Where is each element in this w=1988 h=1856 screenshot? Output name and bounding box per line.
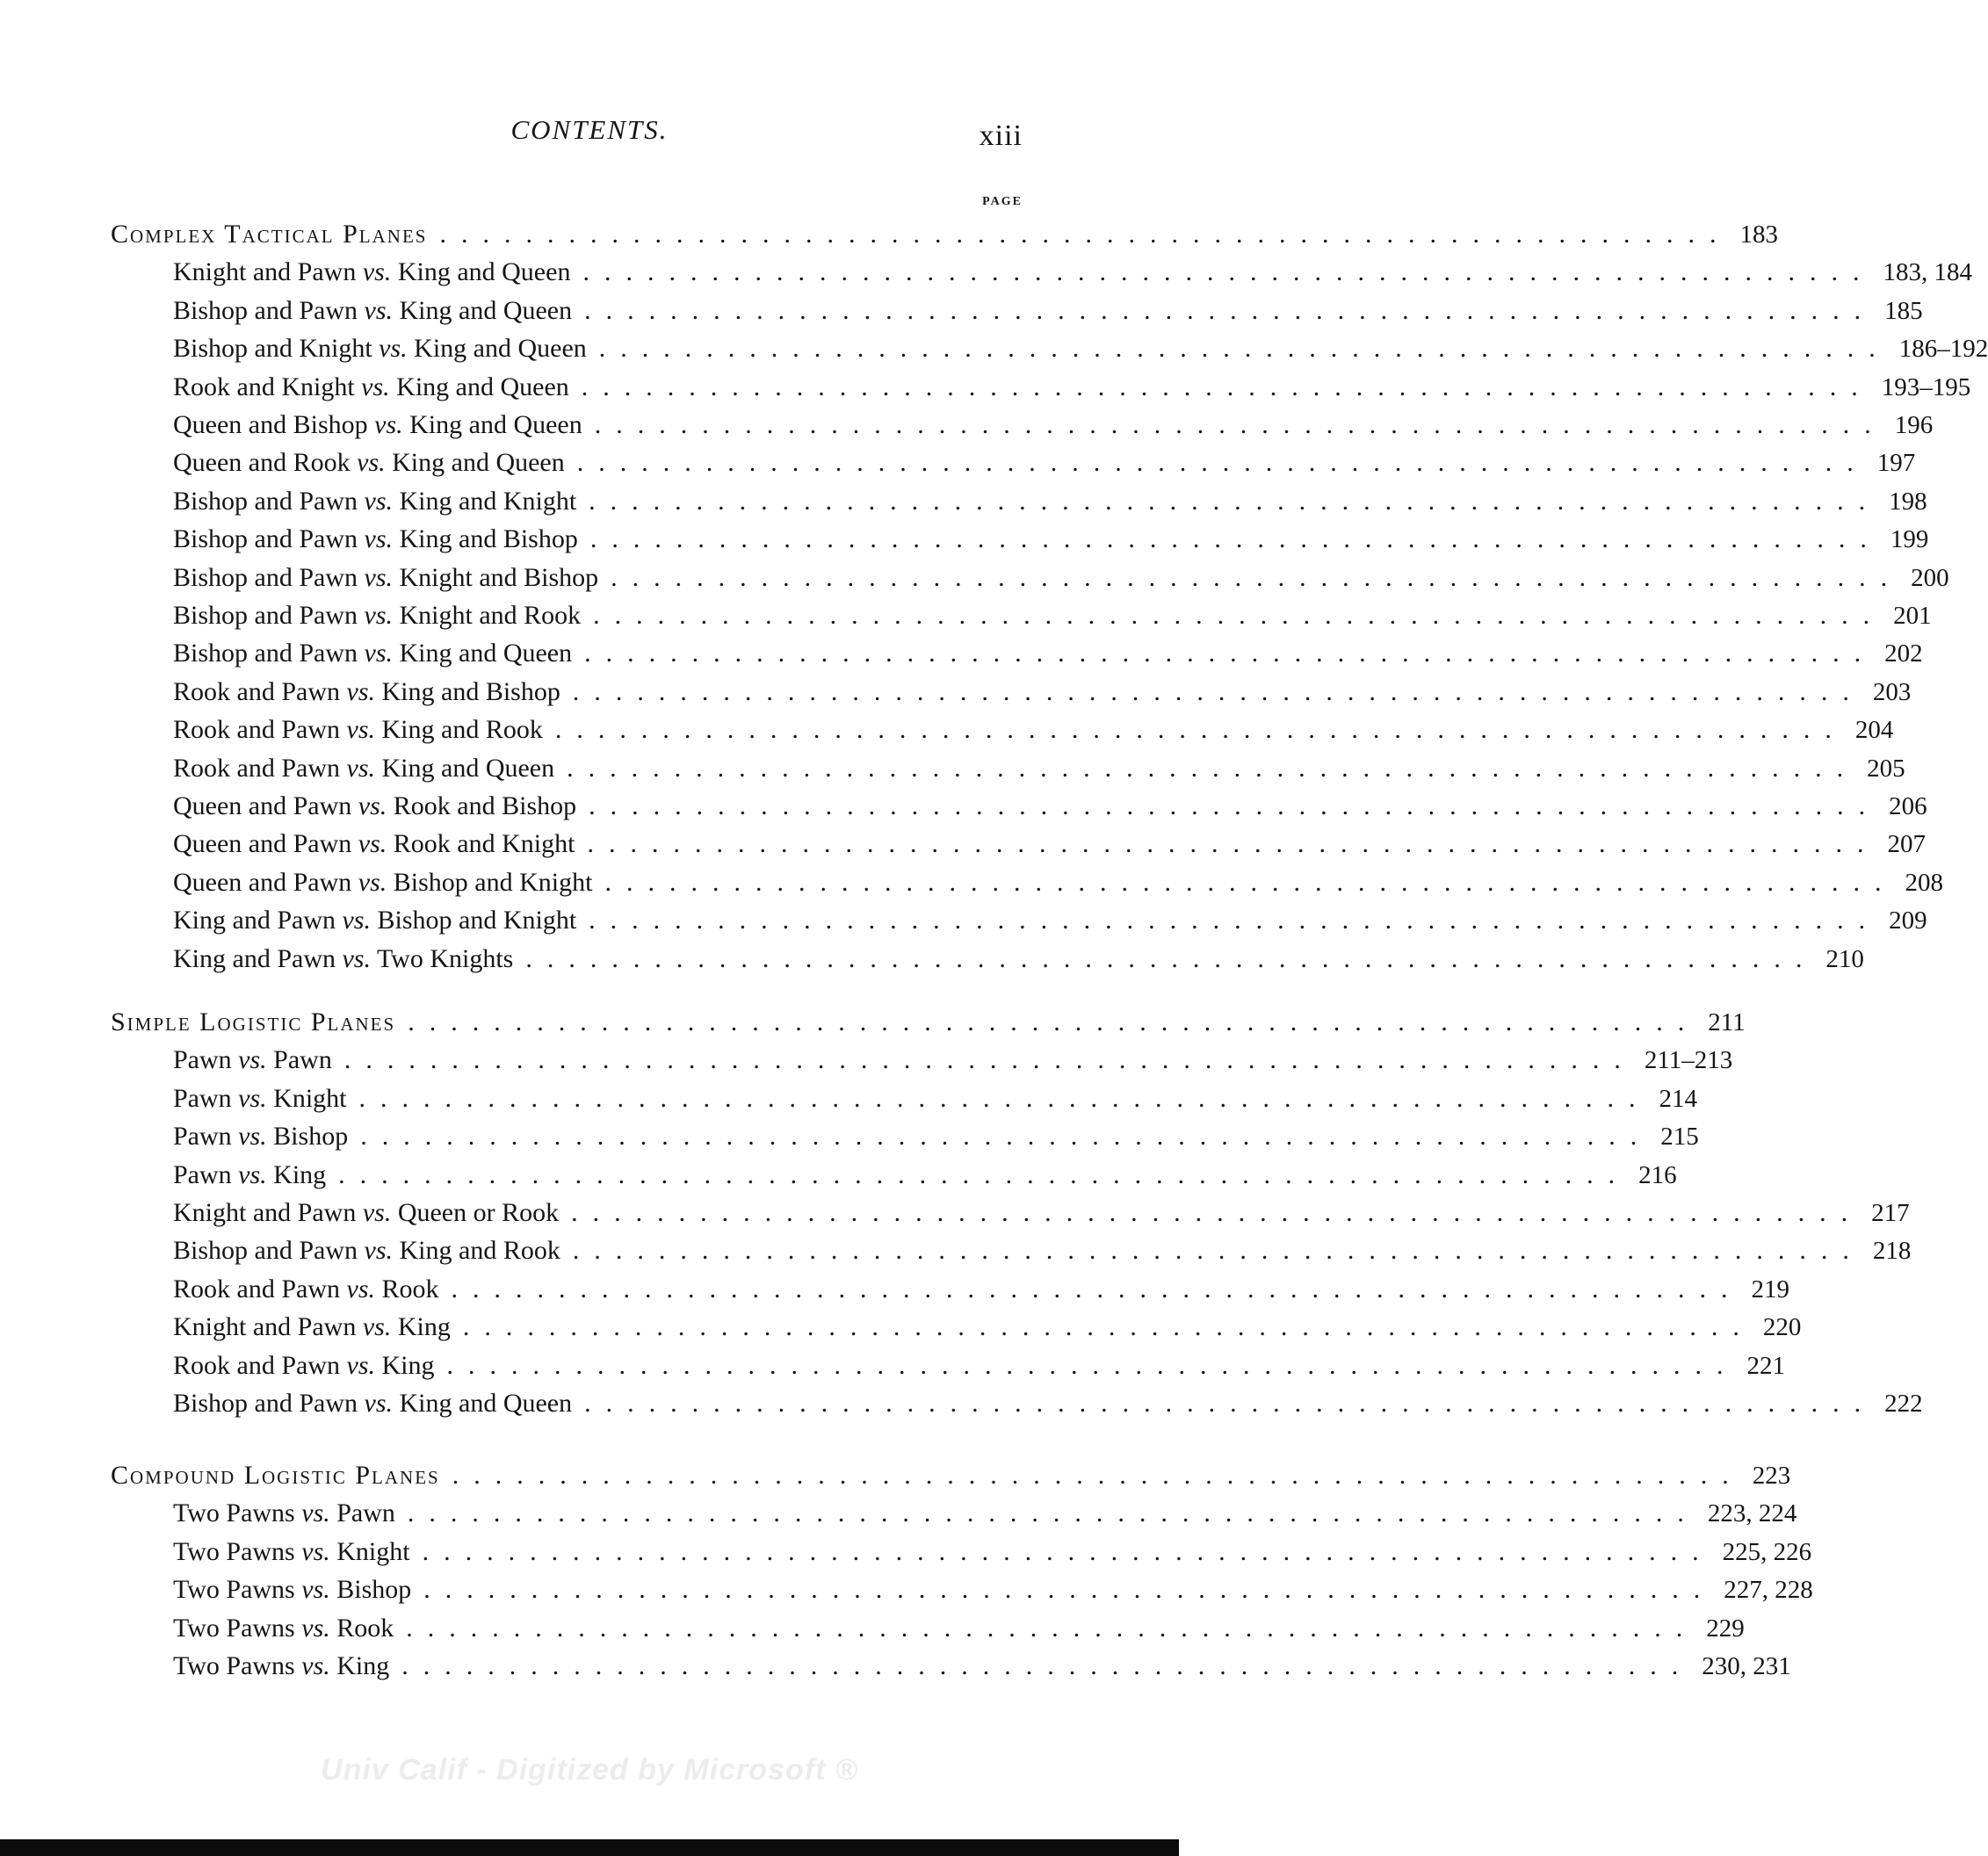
dot-leader: ............................................................ <box>554 715 1847 745</box>
entry-second-side: King and Rook <box>381 715 543 745</box>
entry-versus: vs. <box>374 410 403 439</box>
entry-label <box>173 944 513 974</box>
entry-page-number: 202 <box>1884 639 1923 668</box>
entry-second-side: Bishop and Knight <box>393 867 593 897</box>
running-head <box>0 114 1179 158</box>
entry-second-side: Knight and Bishop <box>399 562 599 592</box>
entry-versus: vs. <box>362 257 392 287</box>
entry-label <box>173 257 570 287</box>
entry-versus: vs. <box>364 524 393 554</box>
toc-entry <box>0 639 1923 676</box>
entry-first-side: Rook and Pawn <box>173 676 340 706</box>
entry-first-side: Two Pawns <box>173 1613 295 1643</box>
entry-second-side: Knight and Rook <box>399 601 582 630</box>
entry-first-side: Knight and Pawn <box>173 257 357 287</box>
toc-entry <box>0 791 1927 829</box>
entry-second-side: Bishop and Knight <box>377 906 577 935</box>
entry-second-side: Knight <box>336 1536 410 1566</box>
entry-second-side: King and Queen <box>397 257 571 287</box>
entry-second-side: King and Bishop <box>399 524 578 554</box>
entry-second-side: Rook <box>381 1274 439 1304</box>
toc-entry <box>0 1536 1812 1575</box>
entry-label <box>173 1122 348 1152</box>
entry-first-side: Bishop and Pawn <box>173 486 358 516</box>
entry-first-side: Bishop and Pawn <box>173 601 358 630</box>
entry-second-side: King <box>336 1651 390 1680</box>
entry-page-number: 209 <box>1889 906 1927 935</box>
toc-entry <box>0 867 1943 906</box>
dot-leader: ............................................................ <box>587 829 1879 859</box>
entry-first-side: Two Pawns <box>173 1536 295 1566</box>
toc-entry <box>0 1122 1699 1159</box>
entry-page-number: 223, 224 <box>1707 1499 1797 1528</box>
entry-first-side: Queen and Rook <box>173 448 351 478</box>
entry-label <box>173 563 598 593</box>
entry-label <box>173 1084 347 1114</box>
entry-page-number: 183, 184 <box>1883 258 1972 287</box>
entry-versus: vs. <box>301 1575 330 1605</box>
entry-second-side: King and Queen <box>409 410 582 439</box>
dot-leader: ............................................................ <box>451 1274 1743 1304</box>
entry-first-side: Bishop and Pawn <box>173 524 358 554</box>
toc-entry <box>0 1274 1790 1312</box>
entry-label <box>173 1499 395 1528</box>
entry-versus: vs. <box>361 372 390 401</box>
toc-entry <box>0 753 1905 791</box>
entry-page-number: 208 <box>1905 868 1943 897</box>
entry-first-side: Pawn <box>173 1122 232 1152</box>
entry-versus: vs. <box>364 1236 393 1266</box>
entry-versus: vs. <box>362 1312 392 1342</box>
toc-entry <box>0 410 1934 448</box>
entry-label <box>173 1236 560 1266</box>
entry-label <box>173 1312 451 1342</box>
entry-page-number: 203 <box>1872 677 1912 706</box>
entry-second-side: Rook <box>336 1613 394 1643</box>
entry-versus: vs. <box>358 829 387 859</box>
entry-label <box>173 906 576 935</box>
entry-page-number: 201 <box>1893 602 1932 630</box>
toc-entry <box>0 1083 1698 1122</box>
entry-second-side: Bishop <box>273 1122 349 1152</box>
entry-versus: vs. <box>301 1536 330 1566</box>
entry-page-number: 186–192 <box>1898 335 1988 364</box>
entry-first-side: Queen and Bishop <box>173 410 368 439</box>
entry-page-number: 222 <box>1884 1390 1923 1418</box>
entry-label <box>173 639 572 668</box>
entry-page-number: 205 <box>1867 754 1905 783</box>
entry-first-side: Two Pawns <box>173 1499 295 1528</box>
dot-leader: ............................................................ <box>576 448 1869 478</box>
entry-second-side: Pawn <box>273 1045 332 1075</box>
section-heading-title: Complex Tactical Planes <box>111 220 428 249</box>
entry-versus: vs. <box>342 943 371 973</box>
entry-versus: vs. <box>364 1389 393 1418</box>
entry-label <box>173 868 592 898</box>
toc-entry <box>0 906 1927 943</box>
section-page-number: 223 <box>1752 1462 1791 1490</box>
entry-label <box>173 829 575 859</box>
running-title: CONTENTS. <box>510 114 669 145</box>
entry-second-side: King and Knight <box>399 486 577 516</box>
entry-page-number: 197 <box>1876 449 1916 478</box>
page-number: xiii <box>979 119 1023 152</box>
dot-leader: ............................................................ <box>401 1651 1694 1680</box>
dot-leader: ............................................................ <box>582 257 1875 287</box>
entry-label <box>173 791 576 821</box>
toc-entry <box>0 601 1932 639</box>
section-page-number: 211 <box>1708 1008 1746 1036</box>
dot-leader: ............................................................ <box>589 486 1881 516</box>
entry-page-number: 206 <box>1889 792 1927 820</box>
entry-page-number: 204 <box>1854 716 1894 745</box>
entry-label <box>173 487 576 516</box>
entry-second-side: King <box>273 1159 327 1189</box>
toc-entry <box>0 448 1916 486</box>
entry-versus: vs. <box>346 1350 375 1380</box>
entry-versus: vs. <box>342 906 371 935</box>
entry-page-number: 219 <box>1751 1275 1790 1304</box>
entry-page-number: 185 <box>1884 296 1923 325</box>
entry-label <box>173 715 543 745</box>
dot-leader: ............................................................ <box>423 1575 1716 1605</box>
entry-second-side: King and Queen <box>381 753 555 783</box>
dot-leader: ............................................................ <box>462 1312 1754 1342</box>
dot-leader: ............................................................ <box>422 1536 1714 1566</box>
toc-entry <box>0 295 1923 334</box>
dot-leader: ............................................................ <box>408 1007 1700 1036</box>
entry-second-side: Queen or Rook <box>397 1198 560 1227</box>
entry-first-side: Queen and Pawn <box>173 791 352 820</box>
entry-first-side: Two Pawns <box>173 1575 295 1605</box>
dot-leader: ............................................................ <box>338 1159 1630 1189</box>
dot-leader: ............................................................ <box>589 791 1881 820</box>
entry-first-side: Pawn <box>173 1045 232 1075</box>
entry-page-number: 198 <box>1889 487 1927 516</box>
entry-versus: vs. <box>364 639 393 668</box>
toc-entry <box>0 257 1972 295</box>
entry-label <box>173 334 587 364</box>
toc-entry <box>0 1312 1802 1350</box>
entry-page-number: 225, 226 <box>1722 1537 1812 1566</box>
entry-label <box>173 448 565 478</box>
entry-second-side: King and Rook <box>399 1236 560 1266</box>
entry-first-side: Knight and Pawn <box>173 1198 357 1227</box>
entry-first-side: Queen and Pawn <box>173 829 352 859</box>
entry-label <box>173 372 569 402</box>
entry-versus: vs. <box>364 295 393 325</box>
entry-page-number: 199 <box>1890 525 1929 554</box>
section-heading-title: Simple Logistic Planes <box>111 1007 396 1036</box>
entry-first-side: King and Pawn <box>173 906 336 935</box>
entry-page-number: 196 <box>1894 411 1934 439</box>
entry-label <box>173 1575 411 1605</box>
entry-versus: vs. <box>357 448 386 478</box>
section-heading-title: Compound Logistic Planes <box>111 1461 440 1490</box>
toc-entry <box>0 486 1927 524</box>
toc-entry <box>0 1159 1677 1198</box>
entry-first-side: Bishop and Knight <box>173 334 372 364</box>
entry-second-side: Bishop <box>336 1575 412 1605</box>
entry-second-side: King <box>381 1350 435 1380</box>
entry-label <box>173 1651 389 1681</box>
entry-page-number: 217 <box>1871 1199 1910 1227</box>
dot-leader: ............................................................ <box>439 220 1731 249</box>
toc-entry <box>0 562 1949 601</box>
entry-versus: vs. <box>301 1651 330 1680</box>
entry-label <box>173 1160 326 1190</box>
entry-page-number: 215 <box>1660 1123 1699 1152</box>
digitization-watermark: Univ Calif - Digitized by Microsoft ® <box>321 1753 858 1787</box>
dot-leader: ............................................................ <box>452 1461 1744 1490</box>
entry-first-side: King and Pawn <box>173 943 336 973</box>
dot-leader: ............................................................ <box>571 1198 1863 1227</box>
entry-first-side: Rook and Pawn <box>173 715 340 745</box>
entry-second-side: Pawn <box>336 1499 395 1528</box>
entry-versus: vs. <box>346 676 375 706</box>
entry-page-number: 220 <box>1762 1313 1802 1342</box>
dot-leader: ............................................................ <box>611 562 1903 592</box>
entry-label <box>173 296 572 326</box>
dot-leader: ............................................................ <box>593 601 1885 630</box>
entry-versus: vs. <box>364 562 393 592</box>
entry-versus: vs. <box>238 1122 267 1152</box>
toc-entry <box>0 1575 1813 1613</box>
entry-second-side: King and Queen <box>414 334 587 364</box>
entry-versus: vs. <box>346 1274 375 1304</box>
entry-label <box>173 1614 394 1643</box>
dot-leader: ............................................................ <box>360 1122 1652 1152</box>
entry-versus: vs. <box>301 1499 330 1528</box>
entry-label <box>173 1537 410 1567</box>
entry-first-side: Rook and Knight <box>173 372 355 401</box>
dot-leader: ............................................................ <box>589 524 1882 554</box>
toc-entry <box>0 1499 1797 1536</box>
entry-versus: vs. <box>362 1198 392 1227</box>
toc-entry <box>0 943 1864 982</box>
entry-second-side: King and Queen <box>399 639 573 668</box>
entry-page-number: 216 <box>1638 1160 1677 1189</box>
entry-versus: vs. <box>364 601 393 630</box>
entry-label <box>173 1389 572 1419</box>
entry-second-side: King and Queen <box>396 372 569 401</box>
entry-label <box>173 524 578 554</box>
dot-leader: ............................................................ <box>525 943 1818 973</box>
entry-page-number: 193–195 <box>1881 372 1971 401</box>
entry-first-side: Two Pawns <box>173 1651 295 1680</box>
toc-entry <box>0 1236 1912 1274</box>
entry-label <box>173 677 560 707</box>
entry-page-number: 214 <box>1659 1084 1698 1113</box>
dot-leader: ............................................................ <box>446 1350 1739 1380</box>
section-heading <box>0 1461 1791 1499</box>
toc-entry <box>0 1651 1791 1689</box>
toc-entry <box>0 1613 1745 1651</box>
entry-first-side: Pawn <box>173 1083 232 1113</box>
entry-label <box>173 1045 332 1075</box>
entry-first-side: Bishop and Pawn <box>173 1236 358 1266</box>
entry-page-number: 218 <box>1872 1237 1912 1266</box>
entry-versus: vs. <box>358 867 387 897</box>
toc-entry <box>0 1198 1910 1236</box>
dot-leader: ............................................................ <box>358 1083 1651 1113</box>
entry-second-side: King and Bishop <box>381 676 560 706</box>
entry-versus: vs. <box>379 334 408 364</box>
entry-first-side: Bishop and Pawn <box>173 562 358 592</box>
entry-label <box>173 1198 559 1228</box>
entry-versus: vs. <box>301 1613 330 1643</box>
section-page-number: 183 <box>1739 220 1778 249</box>
section-heading <box>0 1007 1746 1045</box>
entry-second-side: Two Knights <box>376 943 514 973</box>
entry-second-side: King <box>397 1312 451 1342</box>
entry-page-number: 207 <box>1887 830 1926 859</box>
toc-entry <box>0 676 1912 715</box>
entry-second-side: Rook and Knight <box>393 829 575 859</box>
toc-entry <box>0 1350 1785 1389</box>
entry-first-side: Bishop and Pawn <box>173 639 358 668</box>
entry-second-side: King and Queen <box>399 295 573 325</box>
entry-second-side: King and Queen <box>399 1389 573 1418</box>
dot-leader: ............................................................ <box>589 906 1881 935</box>
entry-page-number: 230, 231 <box>1702 1652 1791 1680</box>
entry-first-side: Rook and Pawn <box>173 753 340 783</box>
entry-label <box>173 1351 435 1381</box>
entry-versus: vs. <box>238 1045 267 1075</box>
scan-edge <box>0 1839 1179 1856</box>
dot-leader: ............................................................ <box>584 1389 1876 1418</box>
entry-page-number: 221 <box>1746 1351 1785 1380</box>
dot-leader: ............................................................ <box>407 1499 1699 1528</box>
dot-leader: ............................................................ <box>572 1236 1864 1266</box>
entry-second-side: Knight <box>273 1083 347 1113</box>
dot-leader: ............................................................ <box>584 295 1876 325</box>
entry-first-side: Queen and Pawn <box>173 867 352 897</box>
dot-leader: ............................................................ <box>604 867 1897 897</box>
dot-leader: ............................................................ <box>343 1045 1636 1075</box>
dot-leader: ............................................................ <box>594 410 1886 439</box>
entry-first-side: Pawn <box>173 1159 232 1189</box>
dot-leader: ............................................................ <box>581 372 1873 401</box>
toc-entry <box>0 1045 1733 1083</box>
entry-versus: vs. <box>238 1159 267 1189</box>
entry-page-number: 210 <box>1825 944 1864 973</box>
entry-versus: vs. <box>238 1083 267 1113</box>
entry-page-number: 211–213 <box>1644 1046 1733 1075</box>
page-column-label: PAGE <box>982 195 1023 208</box>
toc-entry <box>0 715 1894 753</box>
entry-first-side: Bishop and Pawn <box>173 1389 358 1418</box>
entry-versus: vs. <box>358 791 387 820</box>
dot-leader: ............................................................ <box>572 676 1864 706</box>
toc-entry <box>0 372 1971 410</box>
entry-versus: vs. <box>346 715 375 745</box>
toc-entry <box>0 829 1926 867</box>
section-heading <box>0 220 1778 257</box>
dot-leader: ............................................................ <box>584 639 1876 668</box>
entry-first-side: Bishop and Pawn <box>173 295 358 325</box>
entry-first-side: Knight and Pawn <box>173 1312 357 1342</box>
entry-first-side: Rook and Pawn <box>173 1350 340 1380</box>
entry-label <box>173 410 582 440</box>
entry-page-number: 227, 228 <box>1724 1576 1813 1605</box>
entry-label <box>173 1275 439 1304</box>
dot-leader: ............................................................ <box>406 1613 1698 1643</box>
entry-page-number: 229 <box>1706 1614 1745 1643</box>
entry-second-side: King and Queen <box>392 448 565 478</box>
toc-entry <box>0 334 1988 372</box>
entry-label <box>173 754 554 784</box>
dot-leader: ............................................................ <box>598 334 1890 364</box>
toc-entry <box>0 1389 1923 1426</box>
toc-entry <box>0 524 1929 562</box>
entry-first-side: Rook and Pawn <box>173 1274 340 1304</box>
entry-page-number: 200 <box>1911 563 1949 592</box>
dot-leader: ............................................................ <box>567 753 1859 783</box>
entry-second-side: Rook and Bishop <box>393 791 577 820</box>
entry-versus: vs. <box>364 486 393 516</box>
entry-label <box>173 601 581 631</box>
entry-versus: vs. <box>346 753 375 783</box>
